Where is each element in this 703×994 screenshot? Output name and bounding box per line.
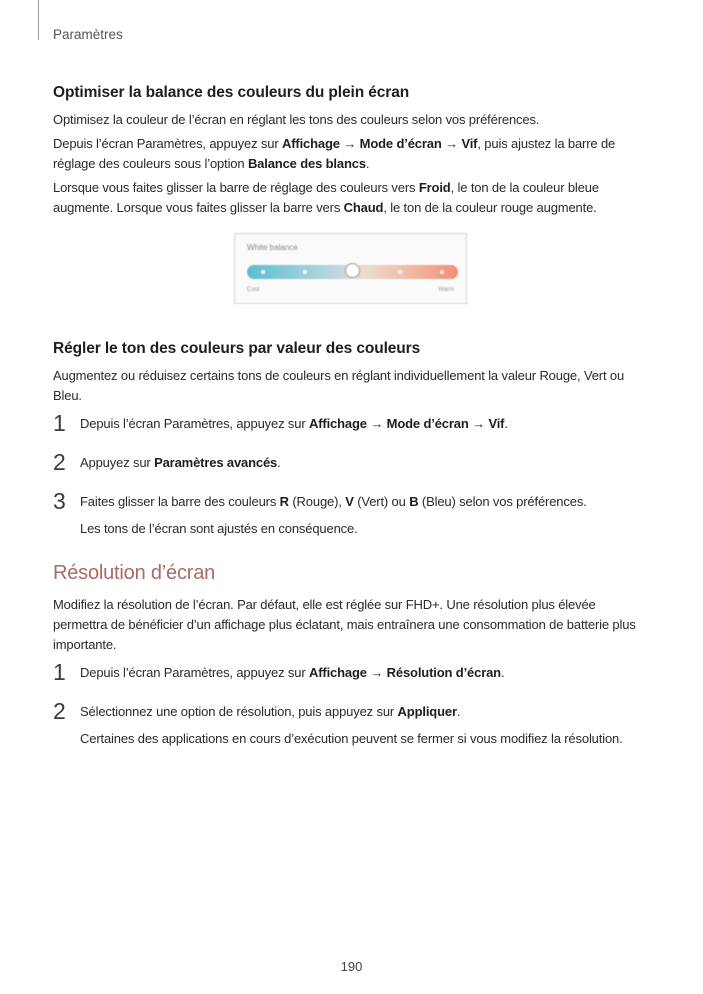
slider-step-dot [303,270,307,274]
step-item [53,488,653,539]
white-balance-slider-track[interactable] [247,265,458,279]
tone-intro: Augmentez ou réduisez certains tons de couleurs en réglant individuellement la valeur Rouge, Vert ou Bleu. [53,368,625,403]
step-item [53,449,653,475]
step-text: Faites glisser la barre des couleurs R (Rouge), V (Vert) ou B (Bleu) selon vos préférences. [80,494,587,509]
white-balance-card [234,233,467,304]
step-number: 2 [53,449,66,475]
step-number: 1 [53,659,66,685]
step-number: 3 [53,488,66,514]
step-number: 1 [53,410,66,436]
white-balance-figure [53,233,653,308]
white-balance-slider-thumb[interactable] [345,263,360,278]
step-item [53,410,653,436]
resolution-intro: Modifiez la résolution de l’écran. Par défaut, elle est réglée sur FHD+. Une résolution plus élevée permettra de bénéficier d’un affichage plus éclatant, mais entraînera une consommation de batterie plus importante. [53,597,636,652]
cool-label: Cool [247,287,260,293]
resolution-steps [53,659,653,749]
slider-step-dot [440,270,444,274]
step-number: 2 [53,698,66,724]
warm-label: Warm [438,287,454,293]
balance-paragraph-1: Optimisez la couleur de l’écran en réglant les tons des couleurs selon vos préférences. [53,112,540,127]
tone-steps [53,410,653,539]
step-text: Depuis l’écran Paramètres, appuyez sur Affichage → Résolution d’écran. [80,665,505,680]
step-note: Les tons de l’écran sont ajustés en conséquence. [80,521,358,536]
step-text: Appuyez sur Paramètres avancés. [80,455,281,470]
slider-step-dot [261,270,265,274]
step-text: Depuis l’écran Paramètres, appuyez sur Affichage → Mode d’écran → Vif. [80,416,508,431]
slider-step-dot [398,270,402,274]
header-rule [38,0,39,40]
step-item [53,698,653,749]
balance-heading: Optimiser la balance des couleurs du plein écran [53,84,410,101]
resolution-heading: Résolution d’écran [53,562,216,584]
tone-section [53,340,653,539]
white-balance-title: White balance [247,243,298,252]
step-note: Certaines des applications en cours d’exécution peuvent se fermer si vous modifiez la résolution. [80,731,623,746]
tone-heading: Régler le ton des couleurs par valeur des couleurs [53,340,421,357]
balance-paragraph-3: Lorsque vous faites glisser la barre de réglage des couleurs vers Froid, le ton de la couleur bleue augmente. Lorsque vous faites glisser la barre vers Chaud, le ton de la couleur rouge augmente. [53,180,599,215]
page-number: 190 [340,959,363,974]
running-head: Paramètres [53,27,123,42]
step-item [53,659,653,685]
balance-paragraph-2: Depuis l’écran Paramètres, appuyez sur Affichage → Mode d’écran → Vif, puis ajustez la barre de réglage des couleurs sous l’option Balance des blancs. [53,136,616,171]
step-text: Sélectionnez une option de résolution, puis appuyez sur Appliquer. [80,704,461,719]
page-content [53,84,653,749]
